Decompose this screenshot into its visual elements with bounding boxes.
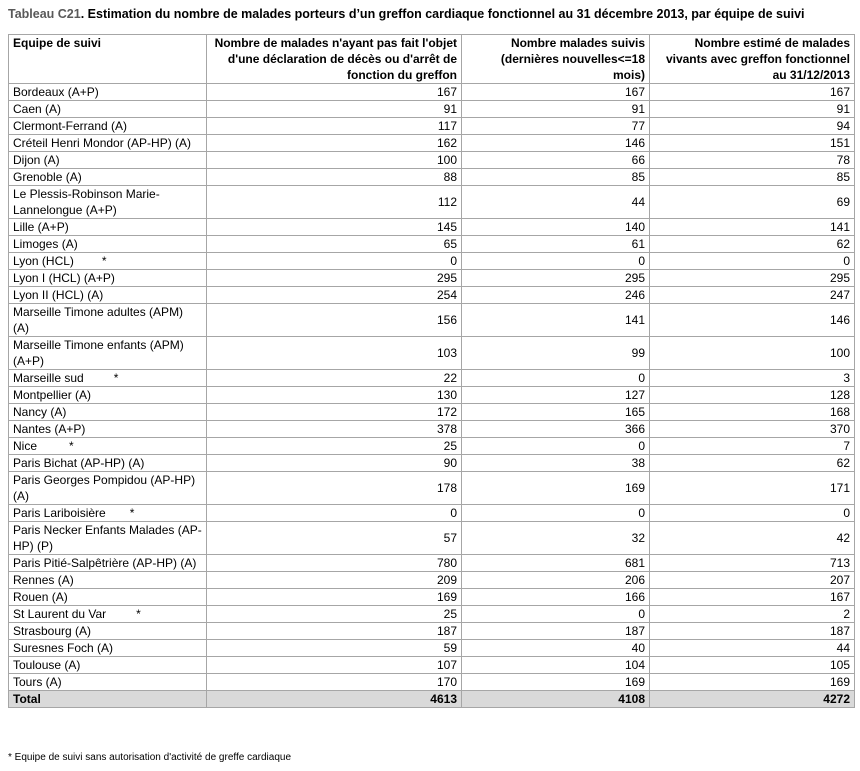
not-declared-cell: 112: [207, 186, 462, 219]
not-declared-cell: 156: [207, 304, 462, 337]
not-declared-cell: 178: [207, 472, 462, 505]
estimated-alive-cell: 42: [650, 522, 855, 555]
not-declared-cell: 780: [207, 555, 462, 572]
not-declared-cell: 107: [207, 657, 462, 674]
not-declared-cell: 187: [207, 623, 462, 640]
footnote-marker: *: [136, 607, 141, 621]
table-row: [9, 640, 855, 657]
table-row: [9, 421, 855, 438]
estimated-alive-cell: 85: [650, 169, 855, 186]
estimated-alive-cell: 2: [650, 606, 855, 623]
not-declared-cell: 91: [207, 101, 462, 118]
table-row: [9, 287, 855, 304]
team-name-cell: [9, 236, 207, 253]
team-name-cell: [9, 438, 207, 455]
estimated-alive-cell: 247: [650, 287, 855, 304]
column-header-followed: Nombre malades suivis (dernières nouvelles<=18 mois): [462, 35, 650, 84]
followed-cell: 77: [462, 118, 650, 135]
followed-cell: 681: [462, 555, 650, 572]
estimated-alive-cell: 0: [650, 253, 855, 270]
estimated-alive-cell: 78: [650, 152, 855, 169]
team-name: Nantes (A+P): [13, 422, 86, 436]
follow-up-table: [8, 34, 855, 708]
team-name: Nice: [13, 439, 38, 453]
team-name-cell: [9, 135, 207, 152]
not-declared-cell: 103: [207, 337, 462, 370]
followed-cell: 146: [462, 135, 650, 152]
followed-cell: 141: [462, 304, 650, 337]
team-name: Limoges (A): [13, 237, 78, 251]
team-name-cell: [9, 472, 207, 505]
estimated-alive-cell: 171: [650, 472, 855, 505]
followed-cell: 0: [462, 253, 650, 270]
followed-cell: 104: [462, 657, 650, 674]
team-name-cell: [9, 623, 207, 640]
estimated-alive-cell: 167: [650, 589, 855, 606]
table-row: [9, 589, 855, 606]
team-name: Strasbourg (A): [13, 624, 92, 638]
team-name: Paris Necker Enfants Malades (AP-HP) (P): [13, 523, 202, 553]
estimated-alive-cell: 105: [650, 657, 855, 674]
team-name-cell: [9, 287, 207, 304]
not-declared-cell: 295: [207, 270, 462, 287]
team-name-cell: [9, 657, 207, 674]
followed-cell: 0: [462, 505, 650, 522]
team-name: Paris Lariboisière: [13, 506, 106, 520]
total-followed: 4108: [462, 691, 650, 708]
footnote-marker: *: [129, 506, 135, 520]
table-row: [9, 135, 855, 152]
estimated-alive-cell: 151: [650, 135, 855, 152]
table-row: [9, 219, 855, 236]
table-row: [9, 270, 855, 287]
followed-cell: 66: [462, 152, 650, 169]
estimated-alive-cell: 44: [650, 640, 855, 657]
team-name-cell: [9, 640, 207, 657]
table-row: [9, 370, 855, 387]
followed-cell: 40: [462, 640, 650, 657]
estimated-alive-cell: 168: [650, 404, 855, 421]
estimated-alive-cell: 187: [650, 623, 855, 640]
not-declared-cell: 169: [207, 589, 462, 606]
team-name-cell: [9, 370, 207, 387]
team-name-cell: [9, 84, 207, 101]
table-row: [9, 404, 855, 421]
team-name: Caen (A): [13, 102, 62, 116]
estimated-alive-cell: 141: [650, 219, 855, 236]
table-row: [9, 505, 855, 522]
estimated-alive-cell: 7: [650, 438, 855, 455]
team-name: Marseille Timone adultes (APM) (A): [13, 305, 184, 335]
followed-cell: 166: [462, 589, 650, 606]
followed-cell: 32: [462, 522, 650, 555]
estimated-alive-cell: 94: [650, 118, 855, 135]
footnote-marker: *: [101, 254, 107, 268]
not-declared-cell: 100: [207, 152, 462, 169]
table-row: [9, 657, 855, 674]
table-row: [9, 572, 855, 589]
table-row: [9, 623, 855, 640]
not-declared-cell: 22: [207, 370, 462, 387]
not-declared-cell: 145: [207, 219, 462, 236]
estimated-alive-cell: 207: [650, 572, 855, 589]
team-name: Le Plessis-Robinson Marie-Lannelongue (A+P): [13, 187, 160, 217]
team-name: Marseille sud: [13, 371, 84, 385]
table-row: [9, 186, 855, 219]
team-name: Toulouse (A): [13, 658, 81, 672]
team-name-cell: [9, 606, 207, 623]
table-row: [9, 236, 855, 253]
table-row: [9, 101, 855, 118]
table-row: [9, 304, 855, 337]
followed-cell: 61: [462, 236, 650, 253]
not-declared-cell: 162: [207, 135, 462, 152]
team-name-cell: [9, 101, 207, 118]
total-estimated-alive: 4272: [650, 691, 855, 708]
table-row: [9, 152, 855, 169]
team-name-cell: [9, 337, 207, 370]
followed-cell: 187: [462, 623, 650, 640]
table-row: [9, 118, 855, 135]
estimated-alive-cell: 370: [650, 421, 855, 438]
not-declared-cell: 254: [207, 287, 462, 304]
followed-cell: 165: [462, 404, 650, 421]
estimated-alive-cell: 62: [650, 236, 855, 253]
followed-cell: 0: [462, 438, 650, 455]
team-name: Nancy (A): [13, 405, 67, 419]
team-name-cell: [9, 522, 207, 555]
not-declared-cell: 209: [207, 572, 462, 589]
followed-cell: 0: [462, 606, 650, 623]
column-header-estimated-alive: Nombre estimé de malades vivants avec greffon fonctionnel au 31/12/2013: [650, 35, 855, 84]
estimated-alive-cell: 100: [650, 337, 855, 370]
not-declared-cell: 57: [207, 522, 462, 555]
team-name-cell: [9, 270, 207, 287]
team-name-cell: [9, 169, 207, 186]
table-row: [9, 555, 855, 572]
team-name: Grenoble (A): [13, 170, 82, 184]
team-name-cell: [9, 555, 207, 572]
not-declared-cell: 59: [207, 640, 462, 657]
followed-cell: 127: [462, 387, 650, 404]
team-name-cell: [9, 118, 207, 135]
not-declared-cell: 25: [207, 606, 462, 623]
not-declared-cell: 170: [207, 674, 462, 691]
table-row: [9, 387, 855, 404]
column-header-team: Equipe de suivi: [9, 35, 207, 84]
footnote: * Equipe de suivi sans autorisation d'activité de greffe cardiaque: [8, 752, 292, 763]
total-label: Total: [9, 691, 207, 708]
team-name-cell: [9, 387, 207, 404]
followed-cell: 167: [462, 84, 650, 101]
table-row: [9, 472, 855, 505]
followed-cell: 85: [462, 169, 650, 186]
not-declared-cell: 378: [207, 421, 462, 438]
team-name: Marseille Timone enfants (APM) (A+P): [13, 338, 184, 368]
table-row: [9, 674, 855, 691]
table-row: [9, 606, 855, 623]
team-name-cell: [9, 253, 207, 270]
not-declared-cell: 0: [207, 253, 462, 270]
team-name: Rennes (A): [13, 573, 74, 587]
table-row: [9, 455, 855, 472]
team-name-cell: [9, 674, 207, 691]
followed-cell: 169: [462, 674, 650, 691]
footnote-marker: *: [69, 439, 74, 453]
footnote-marker: *: [113, 371, 119, 385]
team-name-cell: [9, 455, 207, 472]
followed-cell: 140: [462, 219, 650, 236]
team-name: Lyon I (HCL) (A+P): [13, 271, 115, 285]
header-row: [9, 35, 855, 84]
team-name-cell: [9, 421, 207, 438]
estimated-alive-cell: 169: [650, 674, 855, 691]
estimated-alive-cell: 167: [650, 84, 855, 101]
column-header-not-declared: Nombre de malades n'ayant pas fait l'objet d'une déclaration de décès ou d'arrêt de fonction du greffon: [207, 35, 462, 84]
estimated-alive-cell: 0: [650, 505, 855, 522]
not-declared-cell: 167: [207, 84, 462, 101]
team-name: St Laurent du Var: [13, 607, 107, 621]
team-name: Rouen (A): [13, 590, 68, 604]
table-row: [9, 169, 855, 186]
team-name: Paris Pitié-Salpêtrière (AP-HP) (A): [13, 556, 197, 570]
followed-cell: 38: [462, 455, 650, 472]
team-name-cell: [9, 505, 207, 522]
table-reference: Tableau C21: [8, 7, 81, 21]
team-name: Montpellier (A): [13, 388, 92, 402]
team-name: Lyon (HCL): [13, 254, 74, 268]
team-name: Dijon (A): [13, 153, 60, 167]
estimated-alive-cell: 146: [650, 304, 855, 337]
table-row: [9, 438, 855, 455]
estimated-alive-cell: 3: [650, 370, 855, 387]
not-declared-cell: 0: [207, 505, 462, 522]
followed-cell: 366: [462, 421, 650, 438]
followed-cell: 295: [462, 270, 650, 287]
team-name: Lille (A+P): [13, 220, 69, 234]
team-name-cell: [9, 589, 207, 606]
followed-cell: 169: [462, 472, 650, 505]
table-body: [9, 84, 855, 708]
team-name: Lyon II (HCL) (A): [13, 288, 104, 302]
team-name-cell: [9, 572, 207, 589]
not-declared-cell: 65: [207, 236, 462, 253]
not-declared-cell: 88: [207, 169, 462, 186]
team-name-cell: [9, 152, 207, 169]
total-row: [9, 691, 855, 708]
estimated-alive-cell: 91: [650, 101, 855, 118]
team-name: Paris Georges Pompidou (AP-HP) (A): [13, 473, 196, 503]
followed-cell: 0: [462, 370, 650, 387]
followed-cell: 99: [462, 337, 650, 370]
followed-cell: 246: [462, 287, 650, 304]
estimated-alive-cell: 128: [650, 387, 855, 404]
followed-cell: 206: [462, 572, 650, 589]
team-name: Clermont-Ferrand (A): [13, 119, 128, 133]
estimated-alive-cell: 713: [650, 555, 855, 572]
not-declared-cell: 25: [207, 438, 462, 455]
estimated-alive-cell: 62: [650, 455, 855, 472]
table-row: [9, 84, 855, 101]
table-row: [9, 522, 855, 555]
team-name: Paris Bichat (AP-HP) (A): [13, 456, 145, 470]
team-name: Créteil Henri Mondor (AP-HP) (A): [13, 136, 192, 150]
table-row: [9, 337, 855, 370]
followed-cell: 44: [462, 186, 650, 219]
team-name: Tours (A): [13, 675, 62, 689]
team-name-cell: [9, 304, 207, 337]
team-name-cell: [9, 186, 207, 219]
followed-cell: 91: [462, 101, 650, 118]
team-name: Bordeaux (A+P): [13, 85, 99, 99]
estimated-alive-cell: 295: [650, 270, 855, 287]
team-name: Suresnes Foch (A): [13, 641, 114, 655]
not-declared-cell: 130: [207, 387, 462, 404]
caption-text: . Estimation du nombre de malades porteurs d’un greffon cardiaque fonctionnel au 31 décembre 2013, par équipe de suivi: [80, 7, 805, 21]
team-name-cell: [9, 219, 207, 236]
table-caption: [8, 7, 805, 21]
table-row: [9, 253, 855, 270]
estimated-alive-cell: 69: [650, 186, 855, 219]
not-declared-cell: 90: [207, 455, 462, 472]
team-name-cell: [9, 404, 207, 421]
not-declared-cell: 117: [207, 118, 462, 135]
total-not-declared: 4613: [207, 691, 462, 708]
not-declared-cell: 172: [207, 404, 462, 421]
